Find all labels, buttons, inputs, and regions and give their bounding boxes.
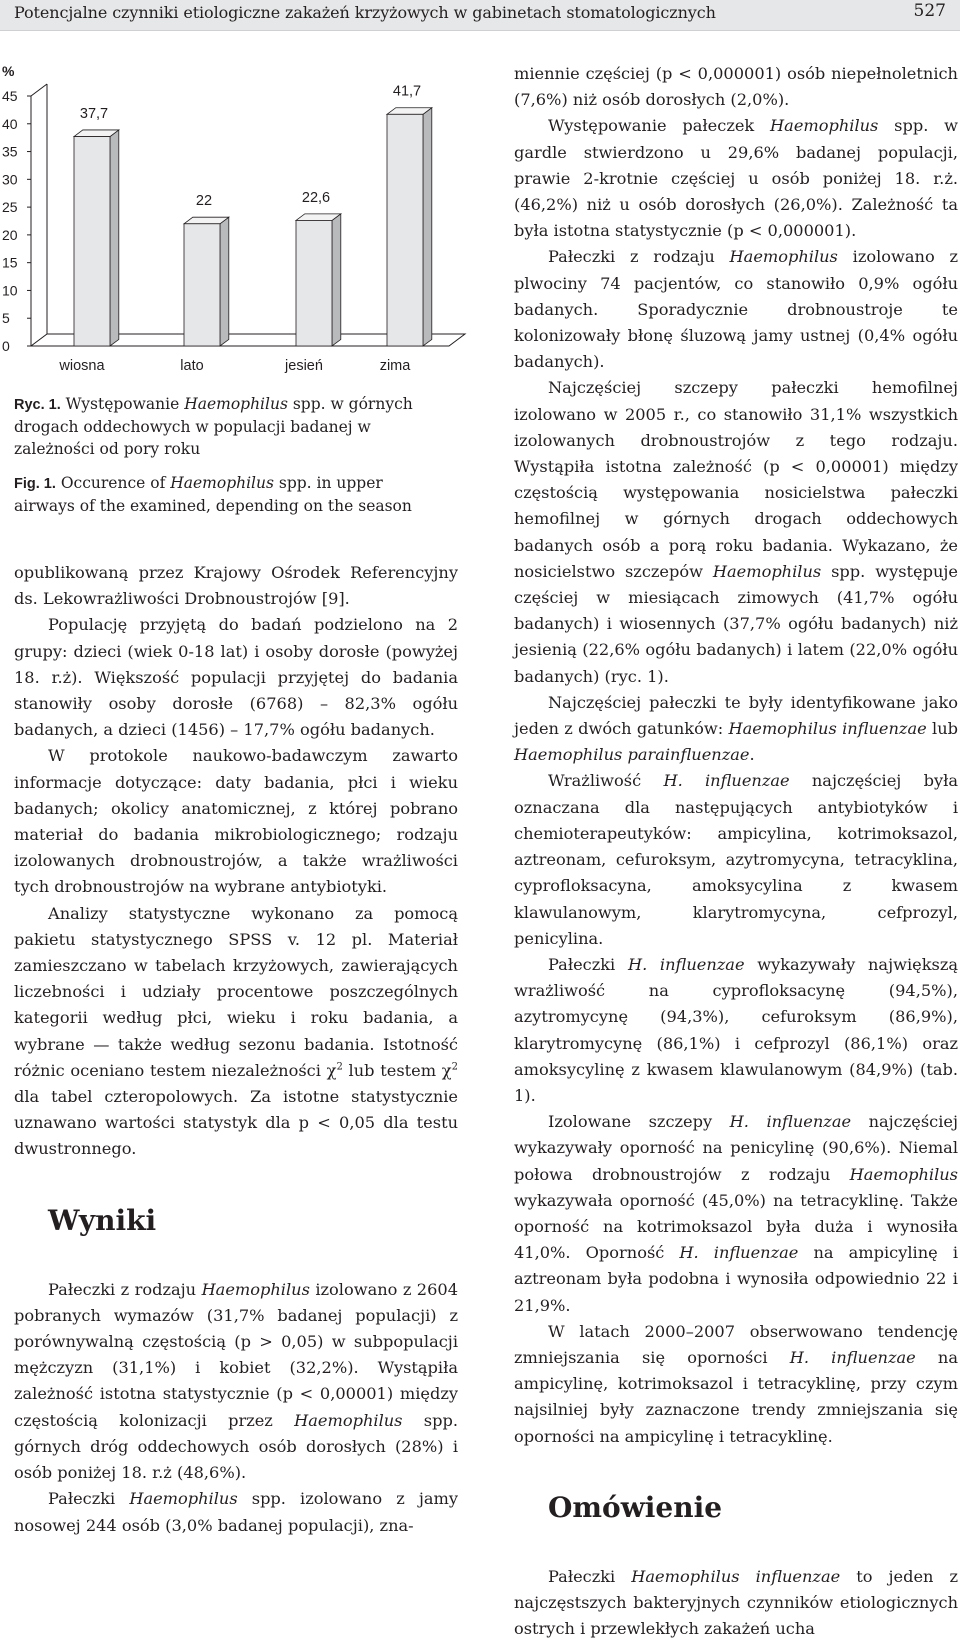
text-run: spp. górnych dróg oddechowych osób dorosłych (28%) i osób poniżej 18. r.ż (48,6%). bbox=[14, 1410, 458, 1483]
text-run: W latach 2000–2007 obserwowano tendencję zmniejszania się oporności bbox=[514, 1321, 958, 1367]
data-label: 41,7 bbox=[392, 83, 422, 100]
y-tick-label: 10 bbox=[2, 282, 18, 299]
text-run: Analizy statystyczne wykonano za pomocą pakietu statystycznego SPSS v. 12 pl. Materiał zamieszczano w tabelach krzyżowych, zawierających liczebności i udziały procentowe poszczególnych kategorii według płci, wieku i roku badania, a wybrane — także według sezonu badania. Istotność różnic oceniano testem niezależności χ bbox=[14, 903, 458, 1080]
bar bbox=[74, 137, 110, 346]
text-run: na ampicylinę, kotrimoksazol i tetracyklinę, przy czym najsilniej były zaznaczone trendy zmniejszania się oporności na ampicylinę i tetracyklinę. bbox=[514, 1347, 958, 1446]
paragraph bbox=[14, 612, 458, 743]
right-column bbox=[514, 61, 958, 1642]
figure-caption bbox=[14, 393, 444, 460]
back-wall-top bbox=[31, 84, 47, 96]
italic-term: H. influenzae bbox=[679, 1243, 799, 1263]
x-tick-label: zima bbox=[379, 358, 411, 374]
text-run: najczęściej była oznaczana dla następujących antybiotyków i chemioterapeutyków: ampicylina, kotrimoksazol, aztreonam, cefuroksym, azytromycyna, tetracyklina, cyprofloksacyna, amoksycylina z kwasem klawulanowym, klarytromycyna, cefprozyl, penicylina. bbox=[514, 771, 958, 948]
y-axis-label: % bbox=[2, 63, 15, 79]
text-run: wykazywała oporność (45,0%) na tetracyklinę. Także oporność na kotrimoksazol była duża i wynosiła 41,0%. Oporność bbox=[514, 1190, 958, 1263]
bar-side bbox=[332, 214, 341, 346]
y-tick-label: 25 bbox=[2, 199, 18, 216]
text-run: Omówienie bbox=[548, 1490, 723, 1524]
text-run: Najczęściej pałeczki te były identyfikowane jako jeden z dwóch gatunków: bbox=[514, 692, 958, 739]
bar bbox=[184, 224, 220, 346]
italic-term: Haemophilus bbox=[849, 1164, 958, 1184]
paragraph bbox=[14, 1277, 458, 1487]
running-title: Potencjalne czynniki etiologiczne zakażeń krzyżowych w gabinetach stomatologicznych bbox=[14, 3, 716, 22]
bar-side bbox=[110, 130, 119, 346]
italic-term: Haemophilus parainfluenzae bbox=[514, 745, 750, 765]
text-run: Najczęściej szczepy pałeczki hemofilnej izolowano w 2005 r., co stanowiło 31,1% wszystkich izolowanych drobnoustrojów z tego rodzaju. Wystąpiła istotna zależność (p < 0,00001) między częstością występowania nosicielstwa pałeczki hemofilnej w górnych drogach oddechowych badanych osób a porą roku badania. Wykazano, że nosicielstwo szczepów bbox=[514, 378, 958, 581]
italic-term: Haemophilus influenzae bbox=[631, 1566, 841, 1586]
figure-caption bbox=[14, 472, 444, 517]
bar bbox=[296, 220, 332, 346]
text-run: W protokole naukowo-badawczym zawarto informacje dotyczące: daty badania, płci i wieku badanych; okolicy anatomicznej, z której pobrano materiał do badania mikrobiologicznego; rodzaju izolowanych drobnoustrojów, a także wrażliwości tych drobnoustrojów na wybrane antybiotyki. bbox=[14, 746, 458, 897]
text-run: . bbox=[749, 745, 755, 765]
text-run: lub testem χ bbox=[342, 1060, 452, 1080]
text-run: miennie częściej (p < 0,000001) osób niepełnoletnich (7,6%) niż osób dorosłych (2,0%). bbox=[514, 64, 958, 110]
text-run: Wyniki bbox=[48, 1203, 157, 1237]
italic-term: H. influenzae bbox=[663, 771, 790, 791]
italic-term: Haemophilus influenzae bbox=[728, 719, 927, 739]
figure-captions bbox=[14, 393, 444, 529]
text-run: lub bbox=[926, 719, 958, 739]
paragraph bbox=[514, 244, 958, 375]
caption-label: Ryc. 1. bbox=[14, 397, 61, 413]
paragraph bbox=[514, 375, 958, 689]
text-run: Pałeczki bbox=[548, 1566, 632, 1586]
bar bbox=[387, 114, 423, 346]
paragraph bbox=[14, 560, 458, 612]
paragraph bbox=[514, 952, 958, 1109]
paragraph bbox=[514, 1109, 958, 1319]
text-run: Wrażliwość bbox=[548, 771, 664, 791]
paragraph bbox=[514, 1564, 958, 1642]
paragraph bbox=[514, 690, 958, 769]
italic-term: H. influenzae bbox=[789, 1347, 916, 1367]
italic-term: H. influenzae bbox=[729, 1112, 852, 1132]
x-tick-label: wiosna bbox=[59, 358, 105, 374]
text-run: Populację przyjętą do badań podzielono na 2 grupy: dzieci (wiek 0-18 lat) i osoby dorosłe (powyżej 18. r.ż). Większość populacji przyjętej do badania stanowiły osoby dorosłe (6768) – 82,3% ogółu badanych, a dzieci (1456) – 17,7% ogółu badanych. bbox=[14, 615, 458, 740]
y-tick-label: 40 bbox=[2, 115, 18, 132]
y-tick-label: 15 bbox=[2, 254, 18, 271]
y-tick-label: 45 bbox=[2, 88, 18, 104]
italic-term: Haemophilus bbox=[201, 1279, 310, 1299]
text-run: spp. izolowano z jamy nosowej 244 osób (3,0% badanej populacji), zna- bbox=[14, 1489, 458, 1535]
text-run: Pałeczki z rodzaju bbox=[48, 1279, 202, 1299]
bar-chart bbox=[0, 58, 470, 378]
text-run: Występowanie pałeczek bbox=[548, 116, 771, 136]
chart-bars bbox=[74, 105, 432, 346]
spacer bbox=[14, 1239, 458, 1277]
y-tick-label: 30 bbox=[2, 171, 18, 188]
text-run: izolowano z 2604 pobranych wymazów (31,7% badanej populacji) z porównywalną częstością (p > 0,05) w subpopulacji mężczyzn (31,1%) i kobiet (32,2%). Wystąpiła zależność istotna statystycznie (p < 0,00001) między częstością kolonizacji przez bbox=[14, 1279, 458, 1430]
spacer bbox=[514, 1450, 958, 1490]
text-run: Pałeczki z rodzaju bbox=[548, 247, 730, 267]
spacer bbox=[514, 1526, 958, 1564]
text-run: spp. w gardle stwierdzono u 29,6% badanej populacji, prawie 2-krotnie częściej u osób poniżej 18. r.ż. (46,2%) niż u osób dorosłych (26,0%). Zależność ta była istotna statystycznie (p < 0,000001). bbox=[514, 116, 959, 241]
text-run: Izolowane szczepy bbox=[548, 1112, 730, 1132]
caption-text: Occurence of bbox=[55, 474, 171, 492]
text-run: najczęściej wykazywały oporność na penicylinę (90,6%). Niemal połowa drobnoustrojów z rodzaju bbox=[514, 1112, 958, 1184]
data-label: 22 bbox=[195, 193, 213, 210]
x-tick-label: lato bbox=[180, 358, 204, 374]
bar-side bbox=[220, 217, 229, 346]
italic-term: Haemophilus bbox=[184, 395, 288, 413]
caption-text: Występowanie bbox=[60, 395, 185, 413]
y-tick-label: 20 bbox=[2, 226, 18, 243]
text-run: izolowano z plwociny 74 pacjentów, co stanowiło 0,9% ogółu badanych. Sporadycznie drobnoustroje te kolonizowały błonę śluzową jamy ustnej (0,4% ogółu badanych). bbox=[514, 247, 958, 372]
spacer bbox=[14, 1163, 458, 1203]
x-tick-label: jesień bbox=[285, 358, 323, 374]
italic-term: Haemophilus bbox=[294, 1410, 403, 1430]
superscript: 2 bbox=[451, 1061, 458, 1073]
text-run: Pałeczki bbox=[548, 954, 628, 974]
paragraph bbox=[14, 743, 458, 900]
text-run: spp. występuje częściej w miesiącach zimowych (41,7% ogółu badanych) i wiosennych (37,7% ogółu badanych) niż jesienią (22,6% ogółu badanych) i latem (22,0% ogółu badanych) (ryc. 1). bbox=[514, 561, 958, 686]
data-label: 22,6 bbox=[301, 189, 331, 206]
paragraph bbox=[514, 61, 958, 113]
paragraph bbox=[514, 113, 958, 244]
y-tick-label: 35 bbox=[2, 143, 18, 160]
text-run: to jeden z najczęstszych bakteryjnych czynników etiologicznych ostrych i przewlekłych zakażeń ucha bbox=[514, 1566, 958, 1639]
italic-term: H. influenzae bbox=[627, 954, 745, 974]
paragraph bbox=[14, 901, 458, 1163]
text-run: opublikowaną przez Krajowy Ośrodek Referencyjny ds. Lekowrażliwości Drobnoustrojów [9]. bbox=[14, 563, 458, 609]
text-run: wykazywały największą wrażliwość na cyprofloksacynę (94,5%), azytromycynę (94,3%), cefuroksym (86,9%), klarytromycynę (86,1%) i cefprozyl (86,1%) oraz amoksycylinę z kwasem klawulanowym (84,9%) (tab. 1). bbox=[514, 954, 959, 1105]
italic-term: Haemophilus bbox=[129, 1489, 238, 1509]
paragraph bbox=[14, 1486, 458, 1538]
section-heading bbox=[14, 1203, 458, 1239]
y-tick-label: 0 bbox=[2, 338, 10, 354]
italic-term: Haemophilus bbox=[170, 474, 274, 492]
section-heading bbox=[514, 1490, 958, 1526]
bar-side bbox=[423, 108, 432, 346]
page-number: 527 bbox=[913, 1, 946, 21]
caption-label: Fig. 1. bbox=[14, 476, 56, 492]
text-run: Pałeczki bbox=[48, 1489, 130, 1509]
superscript: 2 bbox=[336, 1061, 343, 1073]
caption-text: spp. w górnych drogach oddechowych w populacji badanej w zależności od pory roku bbox=[14, 395, 413, 458]
caption-text: spp. in upper airways of the examined, depending on the season bbox=[14, 474, 412, 515]
italic-term: Haemophilus bbox=[712, 561, 822, 581]
text-run: dla tabel czteropolowych. Za istotne statystycznie uznawano wartości statystyk dla p < 0,05 dla testu dwustronnego. bbox=[14, 1087, 458, 1159]
left-column bbox=[14, 560, 458, 1539]
running-header bbox=[0, 0, 960, 31]
italic-term: Haemophilus bbox=[729, 247, 838, 267]
y-tick-label: 5 bbox=[2, 310, 10, 327]
data-label: 37,7 bbox=[79, 105, 109, 122]
paragraph bbox=[514, 1319, 958, 1450]
text-run: na ampicylinę i aztreonam była podobna i wynosiła odpowiednio 22 i 21,9%. bbox=[514, 1243, 959, 1315]
paragraph bbox=[514, 768, 958, 951]
italic-term: Haemophilus bbox=[770, 116, 879, 136]
